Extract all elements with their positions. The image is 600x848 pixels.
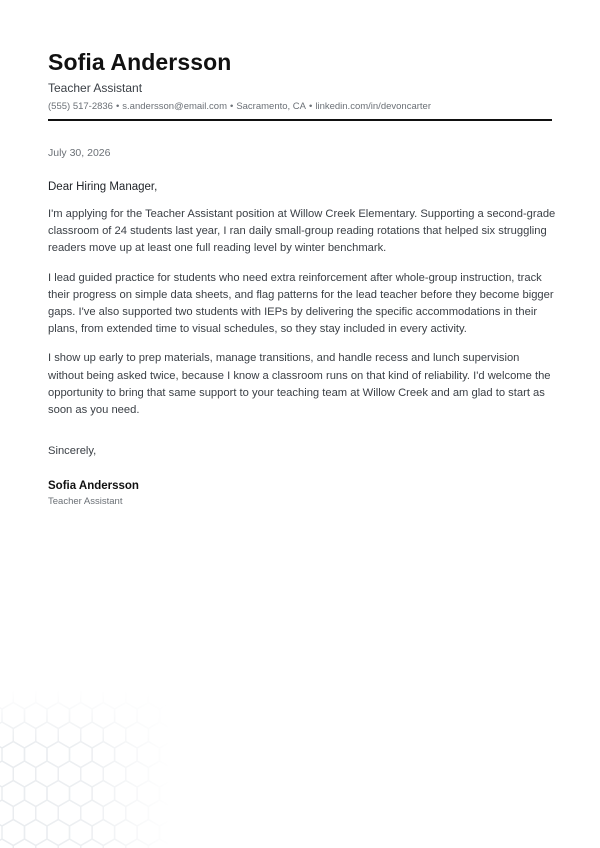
contact-linkedin: linkedin.com/in/devoncarter xyxy=(315,101,431,112)
contact-location: Sacramento, CA xyxy=(236,101,307,112)
letter-date: July 30, 2026 xyxy=(48,147,111,159)
signature-name: Sofia Andersson xyxy=(48,480,139,492)
header-divider xyxy=(48,119,552,121)
separator-dot: • xyxy=(309,101,313,112)
body-paragraph: I'm applying for the Teacher Assistant position at Willow Creek Elementary. Supporting a second-grade classroom of 24 students last year, I ran daily small-group reading rotations that helped six struggling readers move up at least one full reading level by winter benchmark. xyxy=(48,208,556,255)
contact-line xyxy=(48,100,552,113)
contact-phone: (555) 517-2836 xyxy=(48,101,113,112)
applicant-name: Sofia Andersson xyxy=(48,49,232,75)
applicant-role: Teacher Assistant xyxy=(48,81,143,95)
separator-dot: • xyxy=(229,101,234,112)
separator-dot: • xyxy=(115,101,120,112)
body-paragraph: I lead guided practice for students who need extra reinforcement after whole-group instruction, track their progress on simple data sheets, and flag patterns for the lead teacher before they become bigger gaps. I've also supported two students with IEPs by delivering the specific accommodations in their plans, from extended time to visual schedules, so they stay included in every activity. xyxy=(48,271,554,336)
signature-role: Teacher Assistant xyxy=(48,496,123,507)
contact-email: s.andersson@email.com xyxy=(122,101,227,112)
letter-closing: Sincerely, xyxy=(48,445,97,457)
letter-header xyxy=(48,48,552,113)
body-paragraph: I show up early to prep materials, manage transitions, and handle recess and lunch supervision without being asked twice, because I know a classroom runs on that kind of reliability. I'd welcome the opportunity to bring that same support to your teaching team at Willow Creek and am glad to start as soon as you need. xyxy=(48,352,551,417)
letter-greeting: Dear Hiring Manager, xyxy=(48,181,158,193)
letter-body xyxy=(48,206,556,431)
hexagon-pattern-icon xyxy=(0,690,170,848)
